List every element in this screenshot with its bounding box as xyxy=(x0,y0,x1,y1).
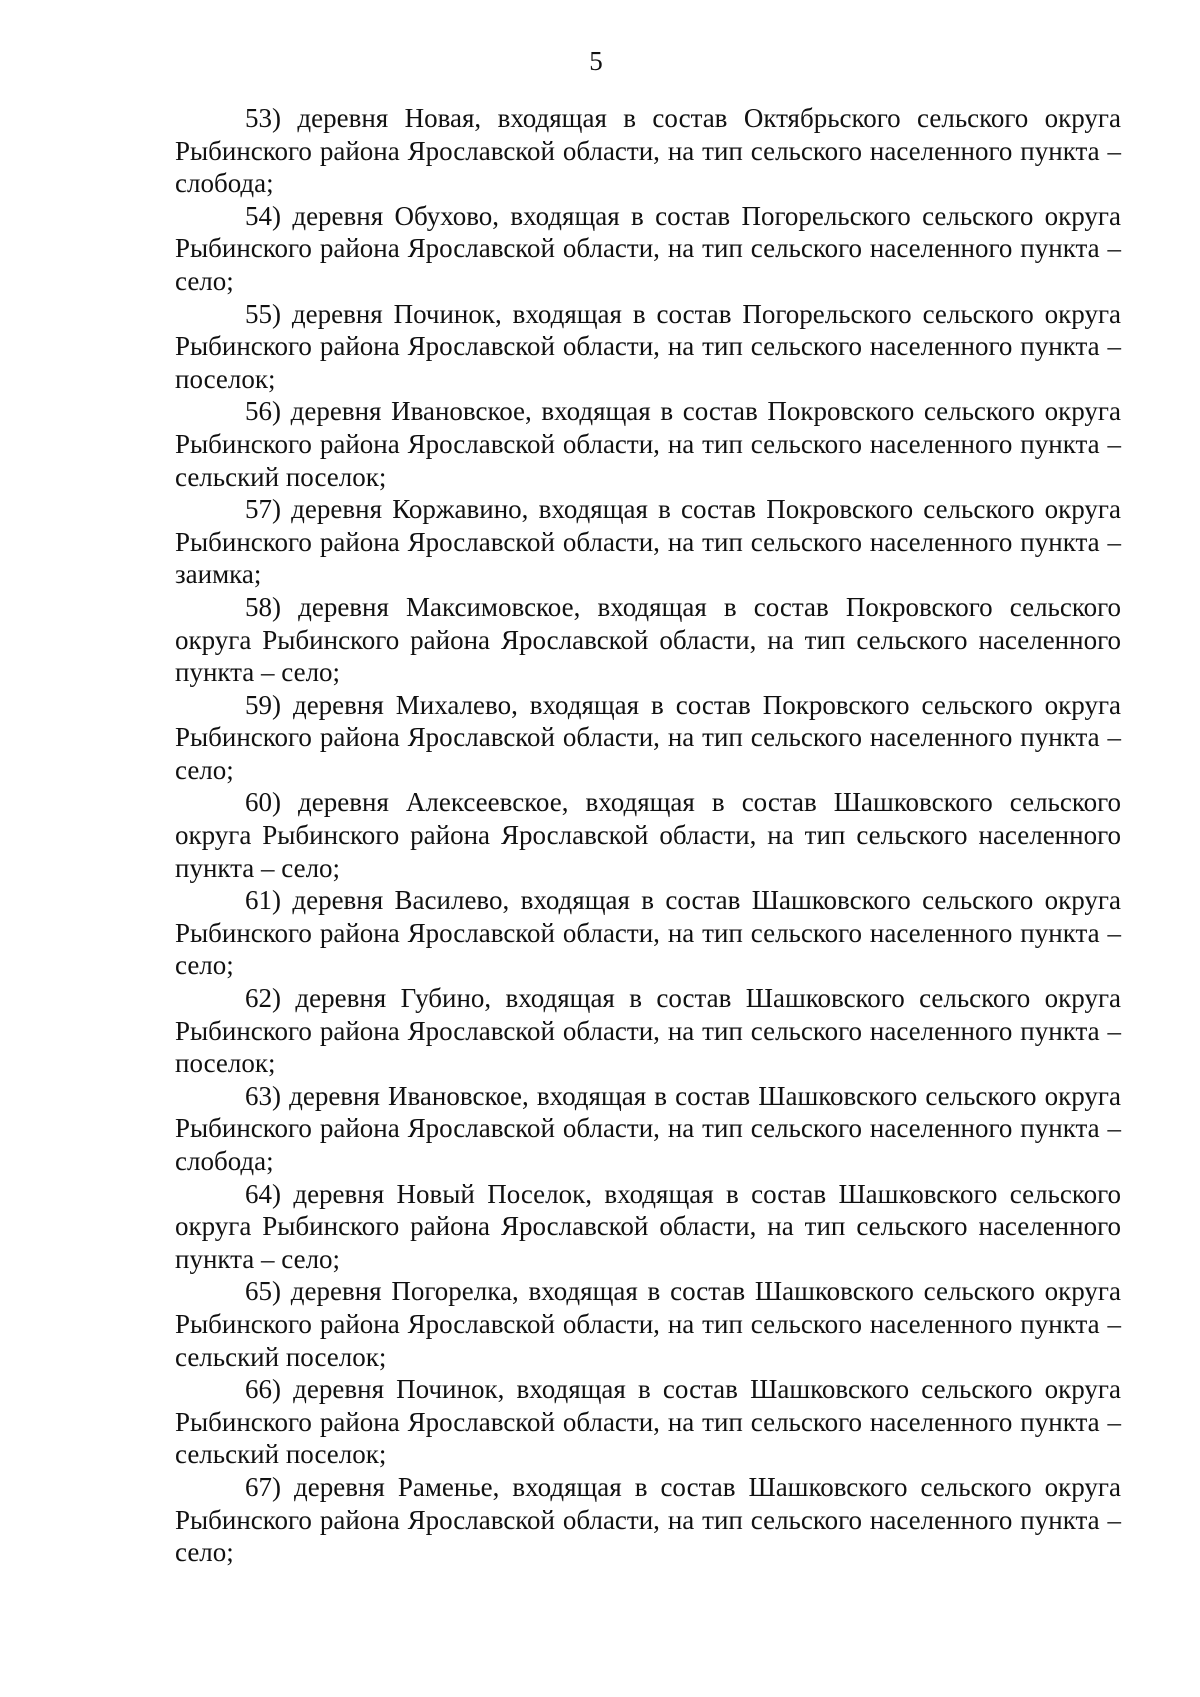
list-item: 61) деревня Василево, входящая в состав Шашковского сельского округа Рыбинского района Ярославской области, на тип сельского населенного пункта – село; xyxy=(175,885,1121,981)
list-item: 65) деревня Погорелка, входящая в состав Шашковского сельского округа Рыбинского района Ярославской области, на тип сельского населенного пункта – сельский поселок; xyxy=(175,1276,1121,1372)
list-item: 63) деревня Ивановское, входящая в состав Шашковского сельского округа Рыбинского района Ярославской области, на тип сельского населенного пункта – слобода; xyxy=(175,1080,1121,1176)
list-item: 66) деревня Починок, входящая в состав Шашковского сельского округа Рыбинского района Ярославской области, на тип сельского населенного пункта – сельский поселок; xyxy=(175,1374,1121,1470)
list-item: 53) деревня Новая, входящая в состав Октябрьского сельского округа Рыбинского района Ярославской области, на тип сельского населенного пункта – слобода; xyxy=(175,103,1121,199)
list-item: 57) деревня Коржавино, входящая в состав Покровского сельского округа Рыбинского района Ярославской области, на тип сельского населенного пункта – заимка; xyxy=(175,494,1121,590)
page-number: 5 xyxy=(589,46,603,76)
list-item: 56) деревня Ивановское, входящая в состав Покровского сельского округа Рыбинского района Ярославской области, на тип сельского населенного пункта – сельский поселок; xyxy=(175,396,1121,492)
list-item: 58) деревня Максимовское, входящая в состав Покровского сельского округа Рыбинского района Ярославской области, на тип сельского населенного пункта – село; xyxy=(175,591,1121,688)
list-item: 54) деревня Обухово, входящая в состав Погорельского сельского округа Рыбинского района Ярославской области, на тип сельского населенного пункта – село; xyxy=(175,200,1121,296)
item-list xyxy=(175,102,1121,1569)
list-item: 59) деревня Михалево, входящая в состав Покровского сельского округа Рыбинского района Ярославской области, на тип сельского населенного пункта – село; xyxy=(175,689,1121,785)
list-item: 55) деревня Починок, входящая в состав Погорельского сельского округа Рыбинского района Ярославской области, на тип сельского населенного пункта – поселок; xyxy=(175,298,1121,394)
list-item: 64) деревня Новый Поселок, входящая в состав Шашковского сельского округа Рыбинского района Ярославской области, на тип сельского населенного пункта – село; xyxy=(175,1178,1121,1274)
list-item: 67) деревня Раменье, входящая в состав Шашковского сельского округа Рыбинского района Ярославской области, на тип сельского населенного пункта – село; xyxy=(175,1471,1121,1568)
list-item: 62) деревня Губино, входящая в состав Шашковского сельского округа Рыбинского района Ярославской области, на тип сельского населенного пункта – поселок; xyxy=(175,983,1121,1079)
list-item: 60) деревня Алексеевское, входящая в состав Шашковского сельского округа Рыбинского района Ярославской области, на тип сельского населенного пункта – село; xyxy=(175,787,1121,883)
